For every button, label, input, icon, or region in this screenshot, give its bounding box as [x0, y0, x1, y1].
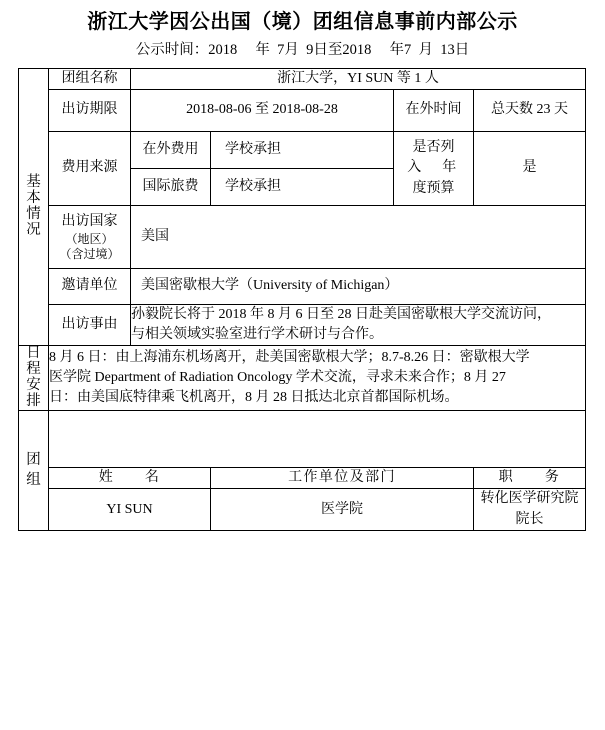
notice-period-line [0, 36, 605, 68]
table-row-member-header [19, 468, 586, 489]
side-label-basic-char-0: 基 [26, 174, 41, 191]
budget-label-line-2: 度预算 [412, 180, 455, 196]
side-label-itinerary-char-1: 程 [26, 361, 41, 378]
budget-label-line-1: 入 年 [407, 160, 460, 176]
table-row-group-name [19, 69, 586, 90]
value-inviting-unit: 美国密歇根大学（University of Michigan） [131, 269, 586, 304]
label-in-annual-budget [394, 131, 474, 206]
side-label-itinerary-char-2: 安 [26, 377, 41, 394]
notice-start-month: 7 [277, 42, 285, 58]
side-label-itinerary-char-0: 日 [26, 345, 41, 362]
budget-label-line-0: 是否列 [412, 139, 455, 155]
notice-year-unit-1: 年 [255, 42, 270, 58]
group-members-spacer [49, 411, 586, 468]
table-row-group-spacer [19, 411, 586, 468]
member-position: 转化医学研究院院长 [474, 489, 586, 531]
itinerary-line-0: 8 月 6 日：由上海浦东机场离开，赴美国密歇根大学；8.7-8.26 日：密歇根大学 [49, 349, 530, 365]
label-visit-purpose: 出访事由 [49, 304, 131, 346]
notice-end-year: 2018 [342, 42, 372, 58]
member-name: YI SUN [49, 489, 211, 531]
value-in-annual-budget: 是 [474, 131, 586, 206]
table-row-visit-purpose [19, 304, 586, 346]
value-funding-travel: 学校承担 [211, 168, 394, 205]
table-row-destination-country [19, 206, 586, 269]
label-group-name: 团组名称 [49, 69, 131, 90]
member-unit: 医学院 [211, 489, 474, 531]
notice-end-month: 7 [404, 42, 412, 58]
label-funding-type-abroad: 在外费用 [131, 131, 211, 168]
table-row-inviting-unit [19, 269, 586, 304]
notice-month-unit-1: 月 [284, 42, 299, 58]
notice-month-unit-2: 月 [418, 42, 433, 58]
notice-start-year: 2018 [208, 42, 238, 58]
purpose-line-0: 孙毅院长将于 2018 年 8 月 6 日至 28 日赴美国密歇根大学交流访问， [131, 306, 551, 322]
table-row-funding-abroad [19, 131, 586, 168]
value-funding-abroad: 学校承担 [211, 131, 394, 168]
notice-end-day: 13 [440, 42, 455, 58]
value-destination-country: 美国 [131, 206, 586, 269]
notice-label: 公示时间： [135, 42, 209, 58]
table-row-itinerary [19, 346, 586, 411]
page-title: 浙江大学因公出国（境）团组信息事前内部公示 [87, 11, 518, 33]
side-label-itinerary [19, 346, 49, 411]
notice-day-unit-1: 日至 [313, 42, 343, 58]
side-label-group-char-1: 组 [26, 471, 41, 488]
itinerary-line-2: 日：由美国底特律乘飞机离开，8 月 28 日抵达北京首都国际机场。 [49, 390, 459, 406]
member-header-name: 姓 名 [49, 468, 211, 489]
label-country-sub-transit: （含过境） [59, 247, 120, 262]
value-duration-abroad: 总天数 23 天 [474, 90, 586, 131]
side-label-group-char-0: 团 [26, 451, 41, 468]
notice-year-unit-2: 年 [389, 42, 404, 58]
notice-start-day: 9 [306, 42, 314, 58]
purpose-line-1: 与相关领域实验室进行学术研讨与合作。 [131, 327, 383, 343]
value-visit-period: 2018-08-06 至 2018-08-28 [131, 90, 394, 131]
notice-day-unit-2: 日 [454, 42, 470, 58]
table-row-visit-period [19, 90, 586, 131]
itinerary-line-1: 医学院 Department of Radiation Oncology 学术交流，寻求未来合作；8 月 27 [49, 370, 506, 386]
side-label-basic-info [19, 69, 49, 346]
label-destination-country [49, 206, 131, 269]
label-country-sub-region: （地区） [65, 232, 114, 247]
member-header-position: 职 务 [474, 468, 586, 489]
member-header-unit: 工作单位及部门 [211, 468, 474, 489]
table-row-member [19, 489, 586, 531]
public-notice-form-table [18, 68, 586, 531]
value-visit-purpose [131, 304, 586, 346]
side-label-itinerary-char-3: 排 [26, 393, 41, 410]
value-group-name: 浙江大学，YI SUN 等 1 人 [131, 69, 586, 90]
side-label-basic-char-3: 况 [26, 222, 41, 239]
value-itinerary [49, 346, 586, 411]
label-funding-source: 费用来源 [49, 131, 131, 206]
label-duration-abroad: 在外时间 [394, 90, 474, 131]
side-label-basic-char-2: 情 [26, 206, 41, 223]
label-country-main: 出访国家 [61, 214, 118, 230]
side-label-basic-char-1: 本 [26, 190, 41, 207]
label-inviting-unit: 邀请单位 [49, 269, 131, 304]
label-visit-period: 出访期限 [49, 90, 131, 131]
label-funding-type-travel: 国际旅费 [131, 168, 211, 205]
side-label-group [19, 411, 49, 531]
